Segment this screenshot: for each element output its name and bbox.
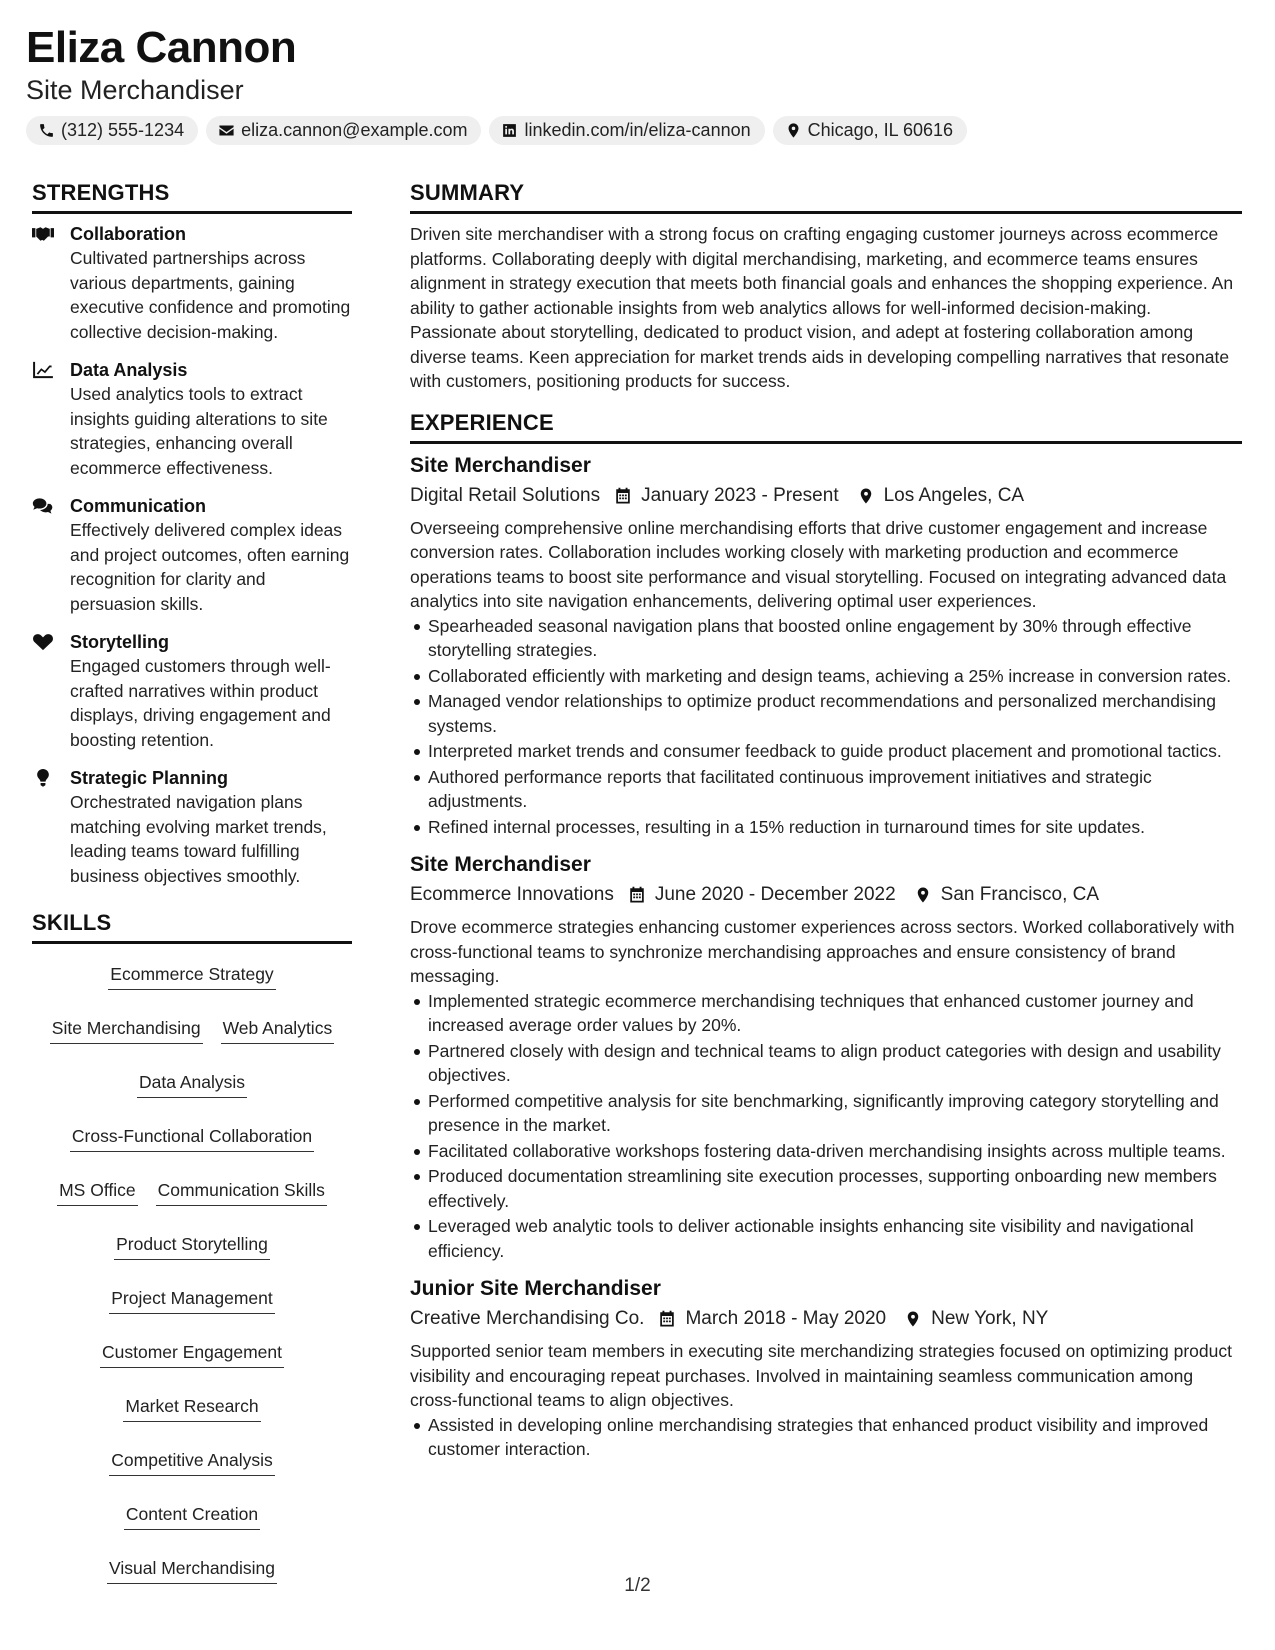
job-bullet: Refined internal processes, resulting in a 15% reduction in turnaround times for site updates. (428, 815, 1242, 840)
skill-tag: Competitive Analysis (109, 1448, 274, 1476)
strength-item (32, 766, 352, 888)
heart-icon (32, 633, 54, 651)
job-bullet: Collaborated efficiently with marketing and design teams, achieving a 25% increase in conversion rates. (428, 664, 1242, 689)
job-bullet: Managed vendor relationships to optimize product recommendations and personalized merchandising systems. (428, 689, 1242, 738)
job-bullet: Assisted in developing online merchandising strategies that enhanced product visibility and improved customer interaction. (428, 1413, 1242, 1462)
calendar-icon (658, 1310, 676, 1328)
location-pin-icon (857, 487, 875, 505)
strength-desc: Used analytics tools to extract insights guiding alterations to site strategies, enhancing overall ecommerce effectiveness. (70, 384, 328, 478)
strength-item (32, 222, 352, 344)
strength-title: Data Analysis (70, 360, 188, 380)
page-number: 1/2 (624, 1575, 651, 1596)
skill-tag: Data Analysis (137, 1070, 247, 1098)
strength-desc: Cultivated partnerships across various departments, gaining executive confidence and promoting collective decision-making. (70, 248, 351, 342)
skill-tag: Ecommerce Strategy (108, 962, 275, 990)
contact-bar (26, 116, 1246, 145)
contact-phone-text: (312) 555-1234 (61, 120, 185, 140)
contact-phone[interactable] (26, 116, 198, 145)
job-dates: January 2023 - Present (641, 484, 839, 506)
skill-tag: Market Research (123, 1394, 260, 1422)
job-title: Site Merchandiser (410, 453, 591, 477)
skill-tag: Visual Merchandising (107, 1556, 277, 1584)
skills-heading: SKILLS (32, 908, 352, 944)
job-entry (410, 851, 1242, 1263)
strength-desc: Orchestrated navigation plans matching evolving market trends, leading teams toward fulfilling business objectives smoothly. (70, 792, 327, 886)
strength-desc: Engaged customers through well-crafted narratives within product displays, driving engagement and boosting retention. (70, 656, 331, 750)
job-dates: March 2018 - May 2020 (685, 1308, 887, 1329)
experience-heading: EXPERIENCE (410, 408, 1242, 444)
job-bullet: Partnered closely with design and technical teams to align product categories with design and usability objectives. (428, 1039, 1242, 1088)
skill-tag: Product Storytelling (114, 1232, 270, 1260)
contact-linkedin[interactable] (489, 116, 764, 145)
strength-title: Strategic Planning (70, 768, 229, 788)
job-bullet: Leveraged web analytic tools to deliver actionable insights enhancing site visibility and navigational efficiency. (428, 1214, 1242, 1263)
skill-tag: MS Office (57, 1178, 138, 1206)
contact-email-text: eliza.cannon@example.com (241, 120, 468, 140)
right-column (410, 178, 1242, 1474)
job-description: Drove ecommerce strategies enhancing customer experiences across sectors. Worked collaboratively with cross-functional teams to synchronize merchandising approaches and ensure consistency of brand messaging. (410, 917, 1235, 986)
job-bullets (410, 989, 1242, 1264)
job-company: Creative Merchandising Co. (410, 1308, 645, 1329)
job-bullet: Facilitated collaborative workshops fostering data-driven merchandising insights across multiple teams. (428, 1139, 1242, 1164)
envelope-icon (218, 122, 235, 139)
strengths-heading: STRENGTHS (32, 178, 352, 214)
strength-item (32, 630, 352, 752)
strength-item (32, 494, 352, 616)
job-bullet: Produced documentation streamlining site execution processes, supporting onboarding new members effectively. (428, 1164, 1242, 1213)
calendar-icon (614, 487, 632, 505)
job-bullet: Interpreted market trends and consumer feedback to guide product placement and promotional tactics. (428, 739, 1242, 764)
job-description: Supported senior team members in executing site merchandizing strategies focused on optimizing product visibility and encouraging repeat purchases. Involved in maintaining seamless communication among cross-functional teams to align objectives. (410, 1341, 1232, 1410)
resume-header (26, 22, 1246, 145)
job-location: New York, NY (931, 1308, 1049, 1329)
job-company: Digital Retail Solutions (410, 484, 601, 506)
contact-location (773, 116, 967, 145)
summary-text: Driven site merchandiser with a strong focus on crafting engaging customer journeys across ecommerce platforms. Collaborating deeply with digital merchandising, marketing, and ecommerce teams ensures alignment in strategy execution that meets both financial goals and enhances the shopping experience. An ability to gather actionable insights from web analytics allows for well-informed decision-making. Passionate about storytelling, dedicated to product vision, and adept at fostering collaboration among diverse teams. Keen appreciation for market trends aids in developing compelling narratives that resonate with customers, positioning products for success. (410, 224, 1234, 391)
contact-location-text: Chicago, IL 60616 (807, 120, 954, 140)
job-entry (410, 1275, 1242, 1462)
job-meta (410, 482, 1242, 510)
job-bullet: Implemented strategic ecommerce merchandising techniques that enhanced customer journey and increased average order values by 20%. (428, 989, 1242, 1038)
summary-heading: SUMMARY (410, 178, 1242, 214)
skills-list (32, 952, 352, 1584)
lightbulb-icon (32, 769, 54, 787)
job-meta (410, 1305, 1242, 1333)
location-pin-icon (904, 1310, 922, 1328)
strength-item (32, 358, 352, 480)
job-bullets (410, 1413, 1242, 1462)
location-pin-icon (785, 122, 802, 139)
job-dates: June 2020 - December 2022 (654, 884, 896, 905)
job-location: Los Angeles, CA (883, 484, 1025, 506)
left-column (32, 178, 352, 1584)
contact-email[interactable] (206, 116, 481, 145)
job-description: Overseeing comprehensive online merchandising efforts that drive customer engagement and increase conversion rates. Collaboration includes working closely with marketing production and ecommerce operations teams to boost site performance and visual storytelling. Focused on integrating advanced data analytics into site navigation enhancements, delivering optimal user experiences. (410, 517, 1227, 611)
strength-desc: Effectively delivered complex ideas and project outcomes, often earning recognition for clarity and persuasion skills. (70, 520, 350, 614)
linkedin-icon (501, 122, 518, 139)
handshake-icon (32, 225, 54, 243)
job-bullet: Performed competitive analysis for site benchmarking, significantly improving category storytelling and presence in the market. (428, 1089, 1242, 1138)
skill-tag: Web Analytics (221, 1016, 335, 1044)
skill-tag: Customer Engagement (100, 1340, 284, 1368)
job-entry (410, 452, 1242, 840)
job-company: Ecommerce Innovations (410, 884, 614, 905)
location-pin-icon (914, 886, 932, 904)
job-title: Site Merchandiser (410, 853, 591, 876)
skill-tag: Content Creation (124, 1502, 260, 1530)
strength-title: Storytelling (70, 632, 170, 652)
strength-title: Collaboration (70, 224, 186, 244)
job-title: Junior Site Merchandiser (410, 1277, 661, 1300)
skill-tag: Communication Skills (156, 1178, 327, 1206)
candidate-name: Eliza Cannon (26, 23, 297, 72)
skill-tag: Cross-Functional Collaboration (70, 1124, 314, 1152)
job-bullet: Authored performance reports that facilitated continuous improvement initiatives and strategic adjustments. (428, 765, 1242, 814)
skill-tag: Project Management (109, 1286, 274, 1314)
chart-line-icon (32, 361, 54, 379)
comments-icon (32, 497, 54, 515)
skill-tag: Site Merchandising (50, 1016, 203, 1044)
job-location: San Francisco, CA (940, 884, 1100, 905)
phone-icon (38, 122, 55, 139)
job-meta (410, 881, 1242, 909)
job-bullets (410, 614, 1242, 840)
calendar-icon (628, 886, 646, 904)
strength-title: Communication (70, 496, 207, 516)
job-bullet: Spearheaded seasonal navigation plans that boosted online engagement by 30% through effective storytelling strategies. (428, 614, 1242, 663)
candidate-role: Site Merchandiser (26, 75, 244, 105)
contact-linkedin-text: linkedin.com/in/eliza-cannon (524, 120, 751, 140)
